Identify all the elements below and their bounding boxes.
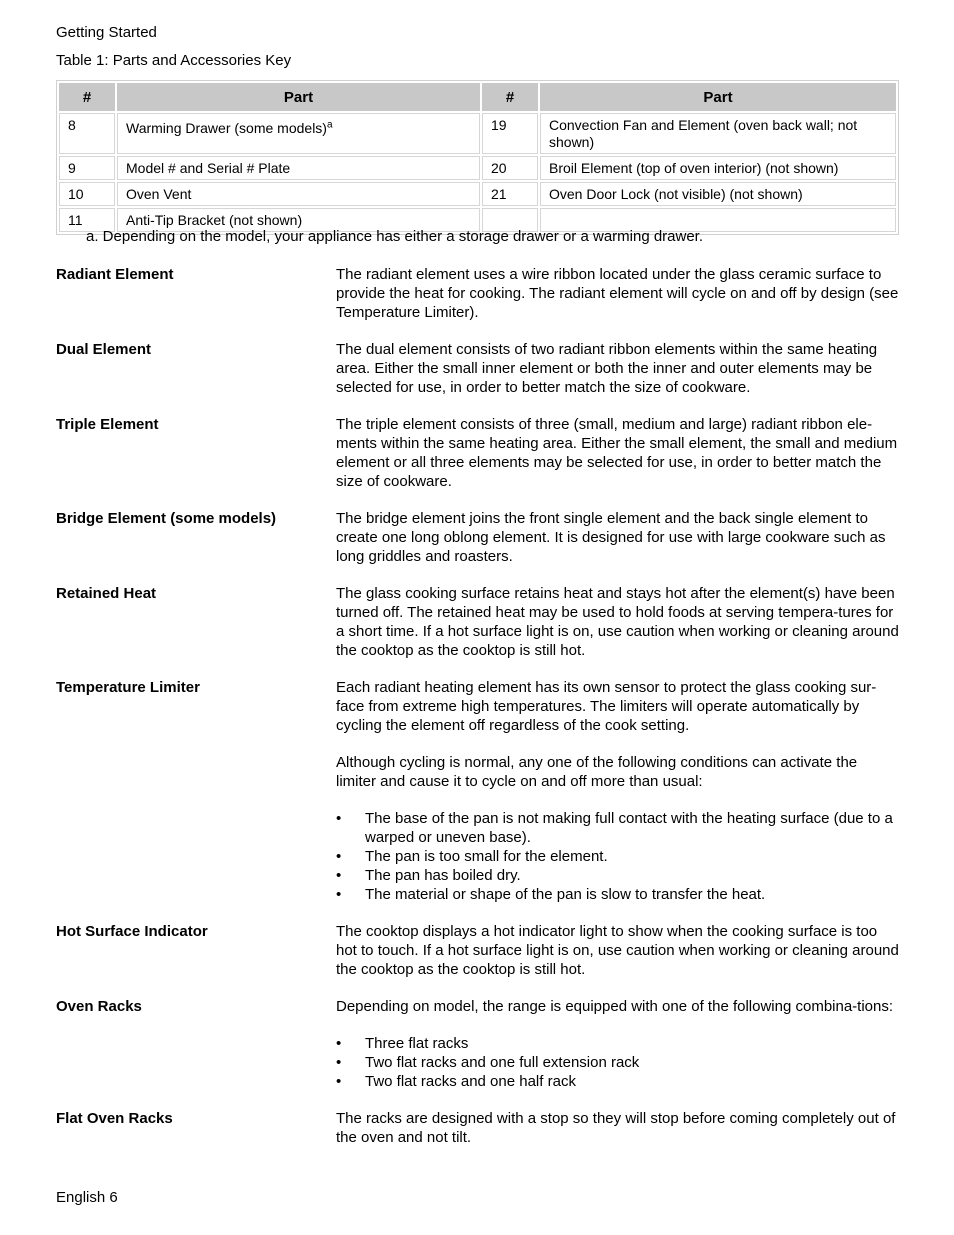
definition-description — [336, 265, 901, 322]
definition-item — [56, 1109, 901, 1147]
definition-item — [56, 509, 901, 566]
part-name-cell-text: Broil Element (top of oven interior) (not shown) — [549, 160, 839, 176]
part-name-cell-text: Oven Vent — [126, 186, 192, 202]
part-name-cell-text: Anti-Tip Bracket (not shown) — [126, 212, 303, 228]
definition-description — [336, 997, 901, 1091]
part-number-cell-text: 20 — [491, 160, 507, 176]
description-paragraph: The triple element consists of three (small, medium and large) radiant ribbon ele-ments within the same heating area. Either the small element, the small and medium element or all three elements may be selected for use, in order to better match the size of cookware. — [336, 416, 898, 490]
description-paragraph: The racks are designed with a stop so they will stop before coming completely out of the oven and not tilt. — [336, 1110, 896, 1146]
definition-term: Temperature Limiter — [56, 679, 200, 696]
definition-item — [56, 678, 901, 904]
definition-term: Retained Heat — [56, 585, 157, 602]
bullet-item: • Two flat racks and one full extension rack — [336, 1053, 901, 1072]
part-name-cell — [540, 182, 896, 206]
definition-item — [56, 340, 901, 397]
table-header-row — [59, 83, 896, 111]
definition-term: Oven Racks — [56, 998, 142, 1015]
section-header: Getting Started — [56, 24, 157, 41]
definition-description — [336, 1109, 901, 1147]
table-footnote: a. Depending on the model, your appliance has either a storage drawer or a warming drawer. — [86, 228, 704, 245]
bullet-item: • The pan has boiled dry. — [336, 866, 901, 885]
parts-table — [56, 80, 899, 235]
column-header: # — [59, 83, 115, 111]
part-number-cell — [59, 182, 115, 206]
description-paragraph: The bridge element joins the front single element and the back single element to create one long oblong element. It is designed for use with large cookware such as long griddles and roasters. — [336, 510, 886, 565]
description-paragraph: Depending on model, the range is equipped with one of the following combina-tions: — [336, 998, 894, 1015]
definition-description — [336, 509, 901, 566]
definition-item — [56, 584, 901, 660]
definition-item — [56, 997, 901, 1091]
part-name-cell — [117, 156, 480, 180]
definition-description — [336, 678, 901, 904]
definition-description — [336, 415, 901, 491]
description-paragraph: The glass cooking surface retains heat and stays hot after the element(s) have been turned off. The retained heat may be used to hold foods at serving tempera-tures for a short time. If a hot surface light is on, use caution when working or cleaning around the cooktop as the cooktop is still hot. — [336, 585, 899, 659]
definition-description — [336, 340, 901, 397]
part-number-cell — [59, 113, 115, 154]
table-row — [59, 156, 896, 180]
page-footer: English 6 — [56, 1189, 118, 1206]
table-row — [59, 182, 896, 206]
part-number-cell-text: 11 — [68, 212, 83, 228]
bullet-item: • The base of the pan is not making full contact with the heating surface (due to a warped or uneven base). — [336, 809, 901, 847]
bullet-list — [336, 809, 901, 904]
definition-term: Triple Element — [56, 416, 159, 433]
part-number-cell-text: 9 — [68, 160, 76, 176]
description-paragraph: The radiant element uses a wire ribbon located under the glass ceramic surface to provide the heat for cooking. The radiant element will cycle on and off by design (see Temperature Limiter). — [336, 266, 899, 321]
definition-item — [56, 922, 901, 979]
description-paragraph: The cooktop displays a hot indicator light to show when the cooking surface is too hot to touch. If a hot surface light is on, use caution when working or cleaning around the cooktop as the cooktop is still hot. — [336, 923, 899, 978]
part-number-cell-text: 21 — [491, 186, 507, 202]
description-paragraph: Although cycling is normal, any one of the following conditions can activate the limiter and cause it to cycle on and off more than usual: — [336, 754, 858, 790]
definition-term: Radiant Element — [56, 266, 174, 283]
part-name-cell-text: Oven Door Lock (not visible) (not shown) — [549, 186, 803, 202]
column-header: Part — [117, 83, 480, 111]
bullet-item: • The pan is too small for the element. — [336, 847, 901, 866]
definition-list — [56, 265, 901, 1165]
part-number-cell — [482, 182, 538, 206]
definition-term: Bridge Element (some models) — [56, 510, 277, 527]
definition-description — [336, 922, 901, 979]
bullet-item: • The material or shape of the pan is slow to transfer the heat. — [336, 885, 901, 904]
column-header: Part — [540, 83, 896, 111]
definition-item — [56, 265, 901, 322]
column-header: # — [482, 83, 538, 111]
description-paragraph: The dual element consists of two radiant ribbon elements within the same heating area. Either the small inner element or both the inner and outer elements may be selected for use, in order to better match the size of cookware. — [336, 341, 878, 396]
footnote-marker: a — [326, 119, 333, 131]
description-paragraph: Each radiant heating element has its own sensor to protect the glass cooking sur-face from extreme high temperatures. The limiters will operate automatically by cycling the element off regardless of the cook setting. — [336, 679, 877, 734]
definition-term: Dual Element — [56, 341, 152, 358]
definition-description — [336, 584, 901, 660]
part-number-cell — [59, 156, 115, 180]
part-number-cell — [482, 156, 538, 180]
part-name-cell — [540, 113, 896, 154]
part-number-cell-text: 19 — [491, 117, 507, 133]
part-name-cell — [117, 182, 480, 206]
table-title: Table 1: Parts and Accessories Key — [56, 52, 292, 69]
bullet-item: • Three flat racks — [336, 1034, 901, 1053]
part-name-cell-text: Convection Fan and Element (oven back wall; not shown) — [549, 117, 858, 150]
part-name-cell-text: Model # and Serial # Plate — [126, 160, 291, 176]
bullet-list — [336, 1034, 901, 1091]
table-row — [59, 113, 896, 154]
part-number-cell-text: 8 — [68, 117, 76, 133]
bullet-item: • Two flat racks and one half rack — [336, 1072, 901, 1091]
part-name-cell — [117, 113, 480, 154]
definition-item — [56, 415, 901, 491]
definition-term: Flat Oven Racks — [56, 1110, 173, 1127]
definition-term: Hot Surface Indicator — [56, 923, 208, 940]
part-name-cell-text: Warming Drawer (some models) — [126, 120, 327, 136]
part-name-cell — [540, 156, 896, 180]
part-number-cell — [482, 113, 538, 154]
part-number-cell-text: 10 — [68, 186, 84, 202]
